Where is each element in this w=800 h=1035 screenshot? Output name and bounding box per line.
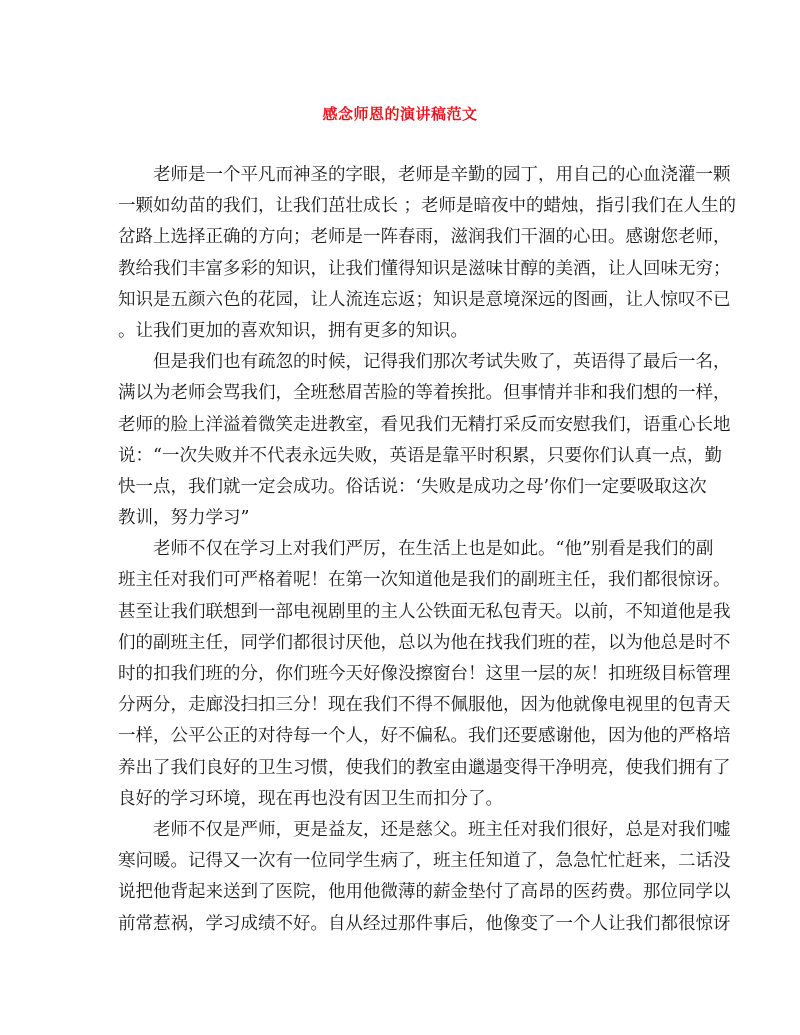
paragraph-line: 说：“一次失败并不代表永远失败，英语是靠平时积累，只要你们认真一点，勤 [118,445,722,466]
paragraph-line: 知识是五颜六色的花园，让人流连忘返；知识是意境深远的图画，让人惊叹不已 [118,289,731,310]
paragraph-line: 教训，努力学习” [118,508,250,529]
paragraph-line: 分两分，走廊没扫扣三分！现在我们不得不佩服他，因为他就像电视里的包青天 [118,695,731,716]
paragraph-line: 寒问暖。记得又一次有一位同学生病了，班主任知道了，急急忙忙赶来，二话没 [118,851,731,872]
paragraph-line: 老师是一个平凡而神圣的字眼，老师是辛勤的园丁，用自己的心血浇灌一颗 [153,165,731,185]
paragraph-line: 教给我们丰富多彩的知识，让我们懂得知识是滋味甘醇的美酒，让人回味无穷； [118,258,731,279]
paragraph-line: 老师不仅是严师，更是益友，还是慈父。班主任对我们很好，总是对我们嘘 [153,819,731,840]
paragraph-line: 甚至让我们联想到一部电视剧里的主人公铁面无私包青天。以前，不知道他是我 [118,601,731,622]
paragraph-line: 说把他背起来送到了医院，他用他微薄的薪金垫付了高昂的医药费。那位同学以 [118,882,731,903]
paragraph-line: 但是我们也有疏忽的时候，记得我们那次考试失败了，英语得了最后一名， [153,352,731,373]
paragraph-line: 养出了我们良好的卫生习惯，使我们的教室由邋遢变得干净明亮，使我们拥有了 [118,757,731,778]
document-body [118,160,737,940]
paragraph-line: 一样，公平公正的对待每一个人，好不偏私。我们还要感谢他，因为他的严格培 [118,726,731,747]
paragraph-line: 前常惹祸，学习成绩不好。自从经过那件事后，他像变了一个人让我们都很惊讶 [118,913,731,934]
paragraph-line: 时的扣我们班的分，你们班今天好像没擦窗台！这里一层的灰！扣班级目标管理 [118,664,731,684]
paragraph-line: 满以为老师会骂我们，全班愁眉苦脸的等着挨批。但事情并非和我们想的一样， [118,383,731,404]
paragraph-line: 们的副班主任，同学们都很讨厌他，总以为他在找我们班的茬，以为他总是时不 [118,632,731,653]
paragraph-1 [118,160,737,347]
paragraph-line: 良好的学习环境，现在再也没有因卫生而扣分了。 [118,788,503,809]
paragraph-line: 快一点，我们就一定会成功。俗话说：‘失败是成功之母’你们一定要吸取这次 [118,476,707,497]
paragraph-line: 一颗如幼苗的我们，让我们茁壮成长 ；老师是暗夜中的蜡烛，指引我们在人生的 [118,196,737,217]
paragraph-2 [118,347,731,534]
paragraph-4 [118,815,731,940]
paragraph-line: 班主任对我们可严格着呢！在第一次知道他是我们的副班主任，我们都很惊讶。 [118,570,731,591]
paragraph-line: 。让我们更加的喜欢知识，拥有更多的知识。 [118,320,468,341]
document-title: 感念师恩的演讲稿范文 [322,105,478,123]
paragraph-line: 岔路上选择正确的方向；老师是一阵春雨，滋润我们干涸的心田。感谢您老师， [118,227,731,248]
paragraph-line: 老师不仅在学习上对我们严厉，在生活上也是如此。“他”别看是我们的副 [153,539,714,560]
paragraph-3 [118,534,731,815]
paragraph-line: 老师的脸上洋溢着微笑走进教室，看见我们无精打采反而安慰我们，语重心长地 [118,414,731,435]
